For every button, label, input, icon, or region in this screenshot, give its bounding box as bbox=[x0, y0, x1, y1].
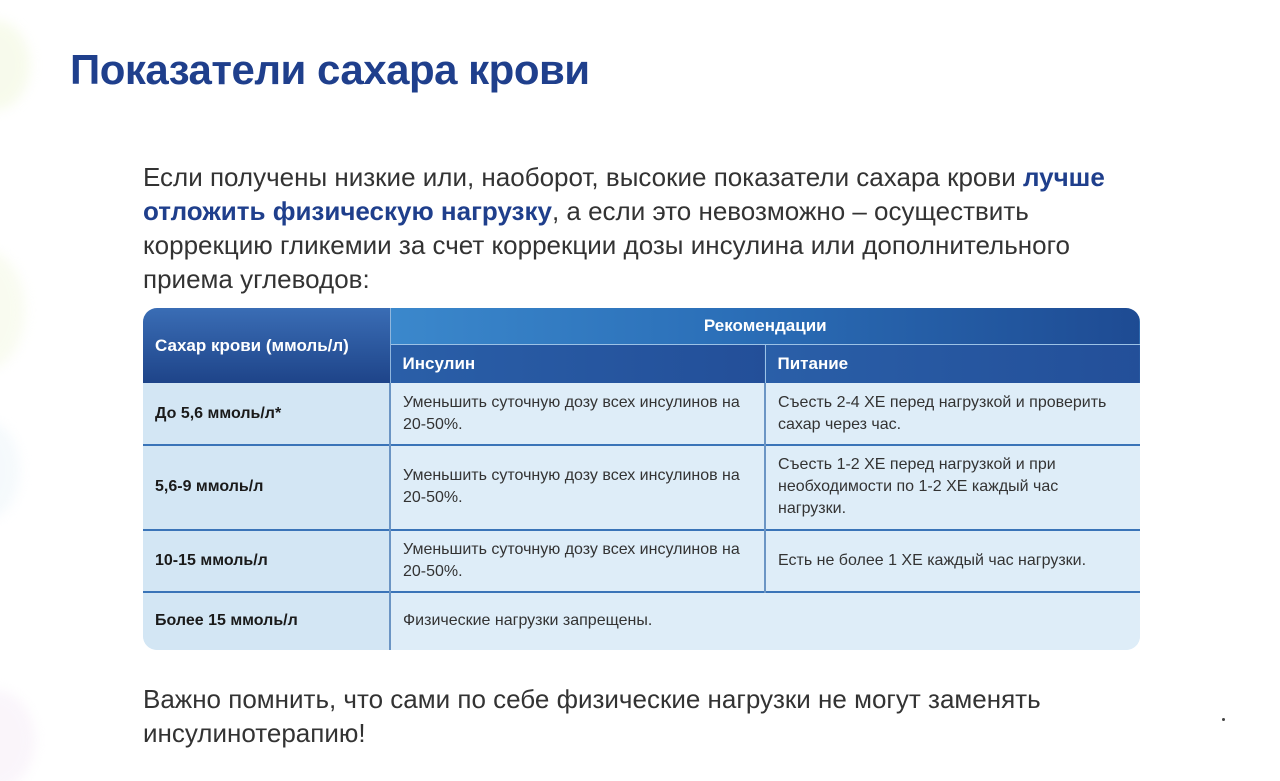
header-insulin: Инсулин bbox=[390, 345, 765, 384]
closing-note: Важно помнить, что сами по себе физические нагрузки не могут заменять инсулинотерапию! bbox=[143, 684, 1041, 748]
intro-emphasis: лучше отложить физическую нагрузку bbox=[143, 162, 1105, 226]
recommendations-table bbox=[143, 308, 1140, 650]
row-sugar-level: 10-15 ммоль/л bbox=[143, 530, 390, 592]
table-row bbox=[143, 592, 1140, 650]
intro-text-after: , а если это невозможно – осуществить коррекцию гликемии за счет коррекции дозы инсулина или дополнительного приема углеводов: bbox=[143, 196, 1070, 294]
row-sugar-level: Более 15 ммоль/л bbox=[143, 592, 390, 650]
row-nutrition-advice: Съесть 2-4 ХЕ перед нагрузкой и проверить сахар через час. bbox=[765, 383, 1140, 445]
row-nutrition-advice: Съесть 1-2 ХЕ перед нагрузкой и при необходимости по 1-2 ХЕ каждый час нагрузки. bbox=[765, 445, 1140, 529]
table-row bbox=[143, 383, 1140, 445]
row-sugar-level: 5,6-9 ммоль/л bbox=[143, 445, 390, 529]
decorative-blob bbox=[0, 250, 25, 370]
table-row bbox=[143, 530, 1140, 592]
decorative-blob bbox=[0, 690, 35, 781]
header-nutrition: Питание bbox=[765, 345, 1140, 384]
row-insulin-advice: Уменьшить суточную дозу всех инсулинов на 20-50%. bbox=[390, 530, 765, 592]
decorative-blob bbox=[0, 20, 30, 110]
decorative-dot bbox=[1222, 718, 1225, 721]
header-recommendations: Рекомендации bbox=[390, 308, 1140, 345]
row-merged-advice: Физические нагрузки запрещены. bbox=[390, 592, 1140, 650]
header-sugar: Сахар крови (ммоль/л) bbox=[143, 308, 390, 383]
page-title: Показатели сахара крови bbox=[70, 46, 590, 93]
recommendations-table-container bbox=[143, 308, 1140, 650]
row-sugar-level: До 5,6 ммоль/л* bbox=[143, 383, 390, 445]
intro-text-before: Если получены низкие или, наоборот, высокие показатели сахара крови bbox=[143, 162, 1023, 192]
decorative-blob bbox=[0, 420, 20, 520]
table-row bbox=[143, 445, 1140, 529]
intro-paragraph bbox=[143, 160, 1143, 296]
row-insulin-advice: Уменьшить суточную дозу всех инсулинов на 20-50%. bbox=[390, 383, 765, 445]
row-nutrition-advice: Есть не более 1 ХЕ каждый час нагрузки. bbox=[765, 530, 1140, 592]
row-insulin-advice: Уменьшить суточную дозу всех инсулинов на 20-50%. bbox=[390, 445, 765, 529]
